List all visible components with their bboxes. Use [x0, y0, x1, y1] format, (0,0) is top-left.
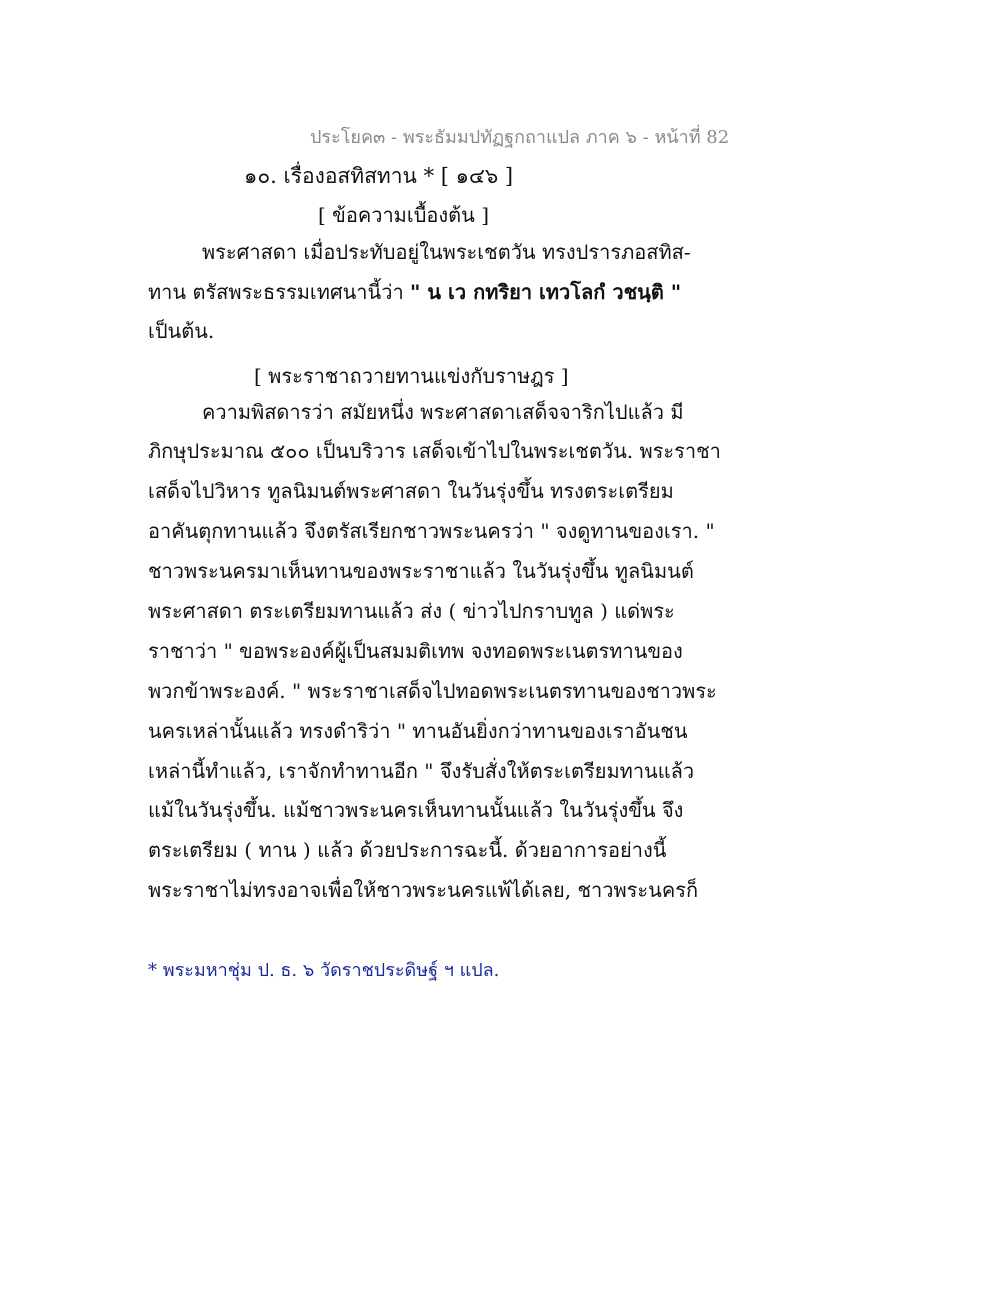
- intro-line-2-text: ทาน ตรัสพระธรรมเทศนานี้ว่า: [148, 280, 411, 304]
- pali-verse-quote: " น เว กทริยา เทวโลกํ วชนฺติ ": [410, 280, 682, 304]
- body-line: อาคันตุกทานแล้ว จึงตรัสเรียกชาวพระนครว่า " จงดูทานของเรา. ": [148, 519, 715, 543]
- body-line: ชาวพระนครมาเห็นทานของพระราชาแล้ว ในวันรุ่งขึ้น ทูลนิมนต์: [148, 559, 694, 583]
- translator-footnote: * พระมหาชุ่ม ป. ธ. ๖ วัดราชประดิษฐ์ ฯ แปล.: [148, 960, 500, 981]
- body-line: พวกข้าพระองค์. " พระราชาเสด็จไปทอดพระเนตรทานของชาวพระ: [148, 679, 717, 703]
- body-line: เหล่านี้ทำแล้ว, เราจักทำทานอีก " จึงรับสั่งให้ตระเตรียมทานแล้ว: [148, 759, 695, 783]
- body-line: เสด็จไปวิหาร ทูลนิมนต์พระศาสดา ในวันรุ่งขึ้น ทรงตระเตรียม: [148, 479, 674, 503]
- section-heading: [ พระราชาถวายทานแข่งกับราษฎร ]: [254, 364, 569, 388]
- body-line: ตระเตรียม ( ทาน ) แล้ว ด้วยประการฉะนี้. ด้วยอาการอย่างนี้: [148, 838, 667, 862]
- body-line: ราชาว่า " ขอพระองค์ผู้เป็นสมมติเทพ จงทอดพระเนตรทานของ: [148, 639, 683, 663]
- body-line: แม้ในวันรุ่งขึ้น. แม้ชาวพระนครเห็นทานนั้นแล้ว ในวันรุ่งขึ้น จึง: [148, 798, 684, 822]
- body-line: ความพิสดารว่า สมัยหนึ่ง พระศาสดาเสด็จจาริกไปแล้ว มี: [202, 400, 684, 424]
- body-line: ภิกษุประมาณ ๕๐๐ เป็นบริวาร เสด็จเข้าไปในพระเชตวัน. พระราชา: [148, 439, 721, 463]
- intro-heading: [ ข้อความเบื้องต้น ]: [318, 203, 489, 227]
- intro-line-3: เป็นต้น.: [148, 319, 215, 343]
- intro-line-2: [148, 277, 681, 307]
- body-line: พระศาสดา ตระเตรียมทานแล้ว ส่ง ( ข่าวไปกราบทูล ) แด่พระ: [148, 599, 675, 623]
- body-line: นครเหล่านั้นแล้ว ทรงดำริว่า " ทานอันยิ่งกว่าทานของเราอันชน: [148, 719, 688, 743]
- body-line: พระราชาไม่ทรงอาจเพื่อให้ชาวพระนครแพ้ได้เลย, ชาวพระนครก็: [148, 878, 699, 902]
- intro-line-1: พระศาสดา เมื่อประทับอยู่ในพระเชตวัน ทรงปรารภอสทิส-: [202, 240, 691, 264]
- running-header: ประโยค๓ - พระธัมมปทัฏฐกถาแปล ภาค ๖ - หน้าที่ 82: [310, 127, 730, 148]
- story-title: ๑๐. เรื่องอสทิสทาน * [ ๑๔๖ ]: [244, 164, 514, 188]
